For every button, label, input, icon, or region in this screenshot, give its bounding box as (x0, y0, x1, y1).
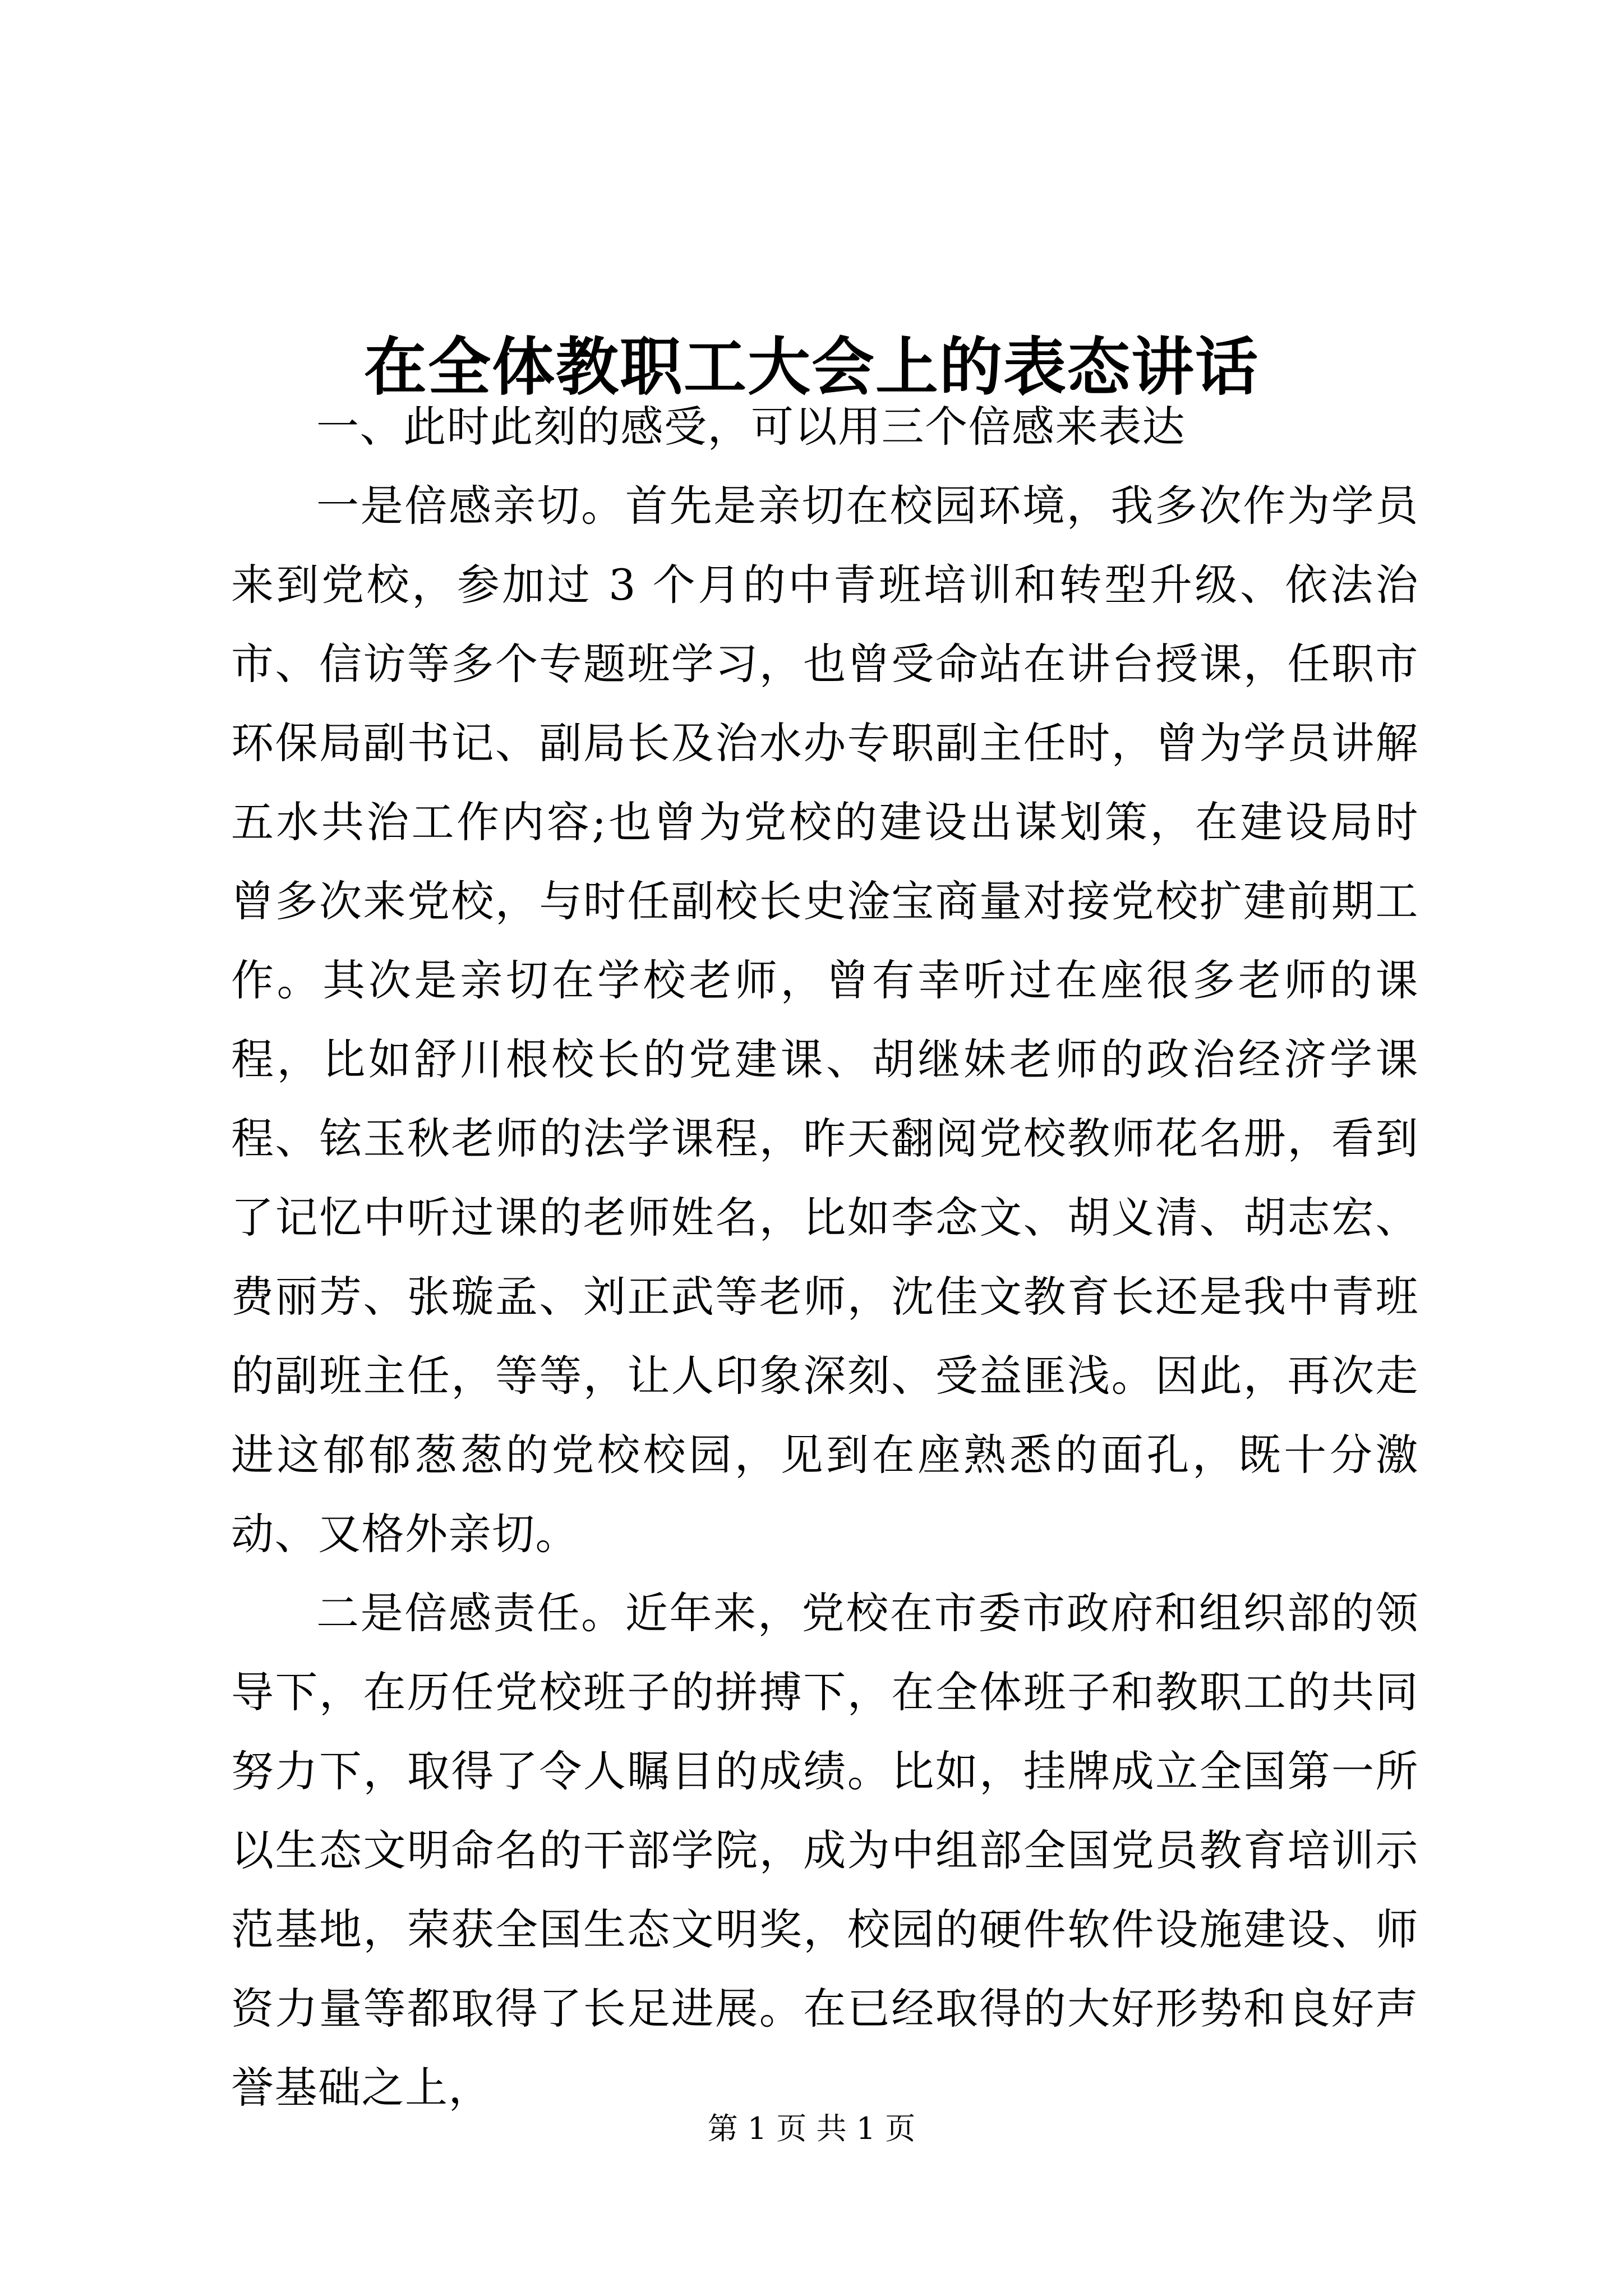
section-heading: 一、此时此刻的感受，可以用三个倍感来表达 (316, 402, 1186, 452)
document-title: 在全体教职工大会上的表态讲话 (364, 330, 1259, 404)
paragraph-2: 二是倍感责任。近年来，党校在市委市政府和组织部的领导下，在历任党校班子的拼搏下，在全体班子和教职工的共同努力下，取得了令人瞩目的成绩。比如，挂牌成立全国第一所以生态文明命名的干部学院，成为中组部全国党员教育培训示范基地，荣获全国生态文明奖，校园的硬件软件设施建设、师资力量等都取得了长足进展。在已经取得的大好形势和良好声誉基础之上， (231, 1588, 1419, 2113)
page-footer: 第 1 页 共 1 页 (707, 2111, 916, 2146)
document-body (231, 387, 1419, 2127)
paragraph-1: 一是倍感亲切。首先是亲切在校园环境，我多次作为学员来到党校，参加过 3 个月的中青班培训和转型升级、依法治市、信访等多个专题班学习，也曾受命站在讲台授课，任职市环保局副书记、副局长及治水办专职副主任时，曾为学员讲解五水共治工作内容;也曾为党校的建设出谋划策，在建设局时曾多次来党校，与时任副校长史淦宝商量对接党校扩建前期工作。其次是亲切在学校老师，曾有幸听过在座很多老师的课程，比如舒川根校长的党建课、胡继妹老师的政治经济学课程、铉玉秋老师的法学课程，昨天翻阅党校教师花名册，看到了记忆中听过课的老师姓名，比如李念文、胡义清、胡志宏、费丽芳、张璇孟、刘正武等老师，沈佳文教育长还是我中青班的副班主任，等等，让人印象深刻、受益匪浅。因此，再次走进这郁郁葱葱的党校校园，见到在座熟悉的面孔，既十分激动、又格外亲切。 (231, 481, 1419, 1559)
